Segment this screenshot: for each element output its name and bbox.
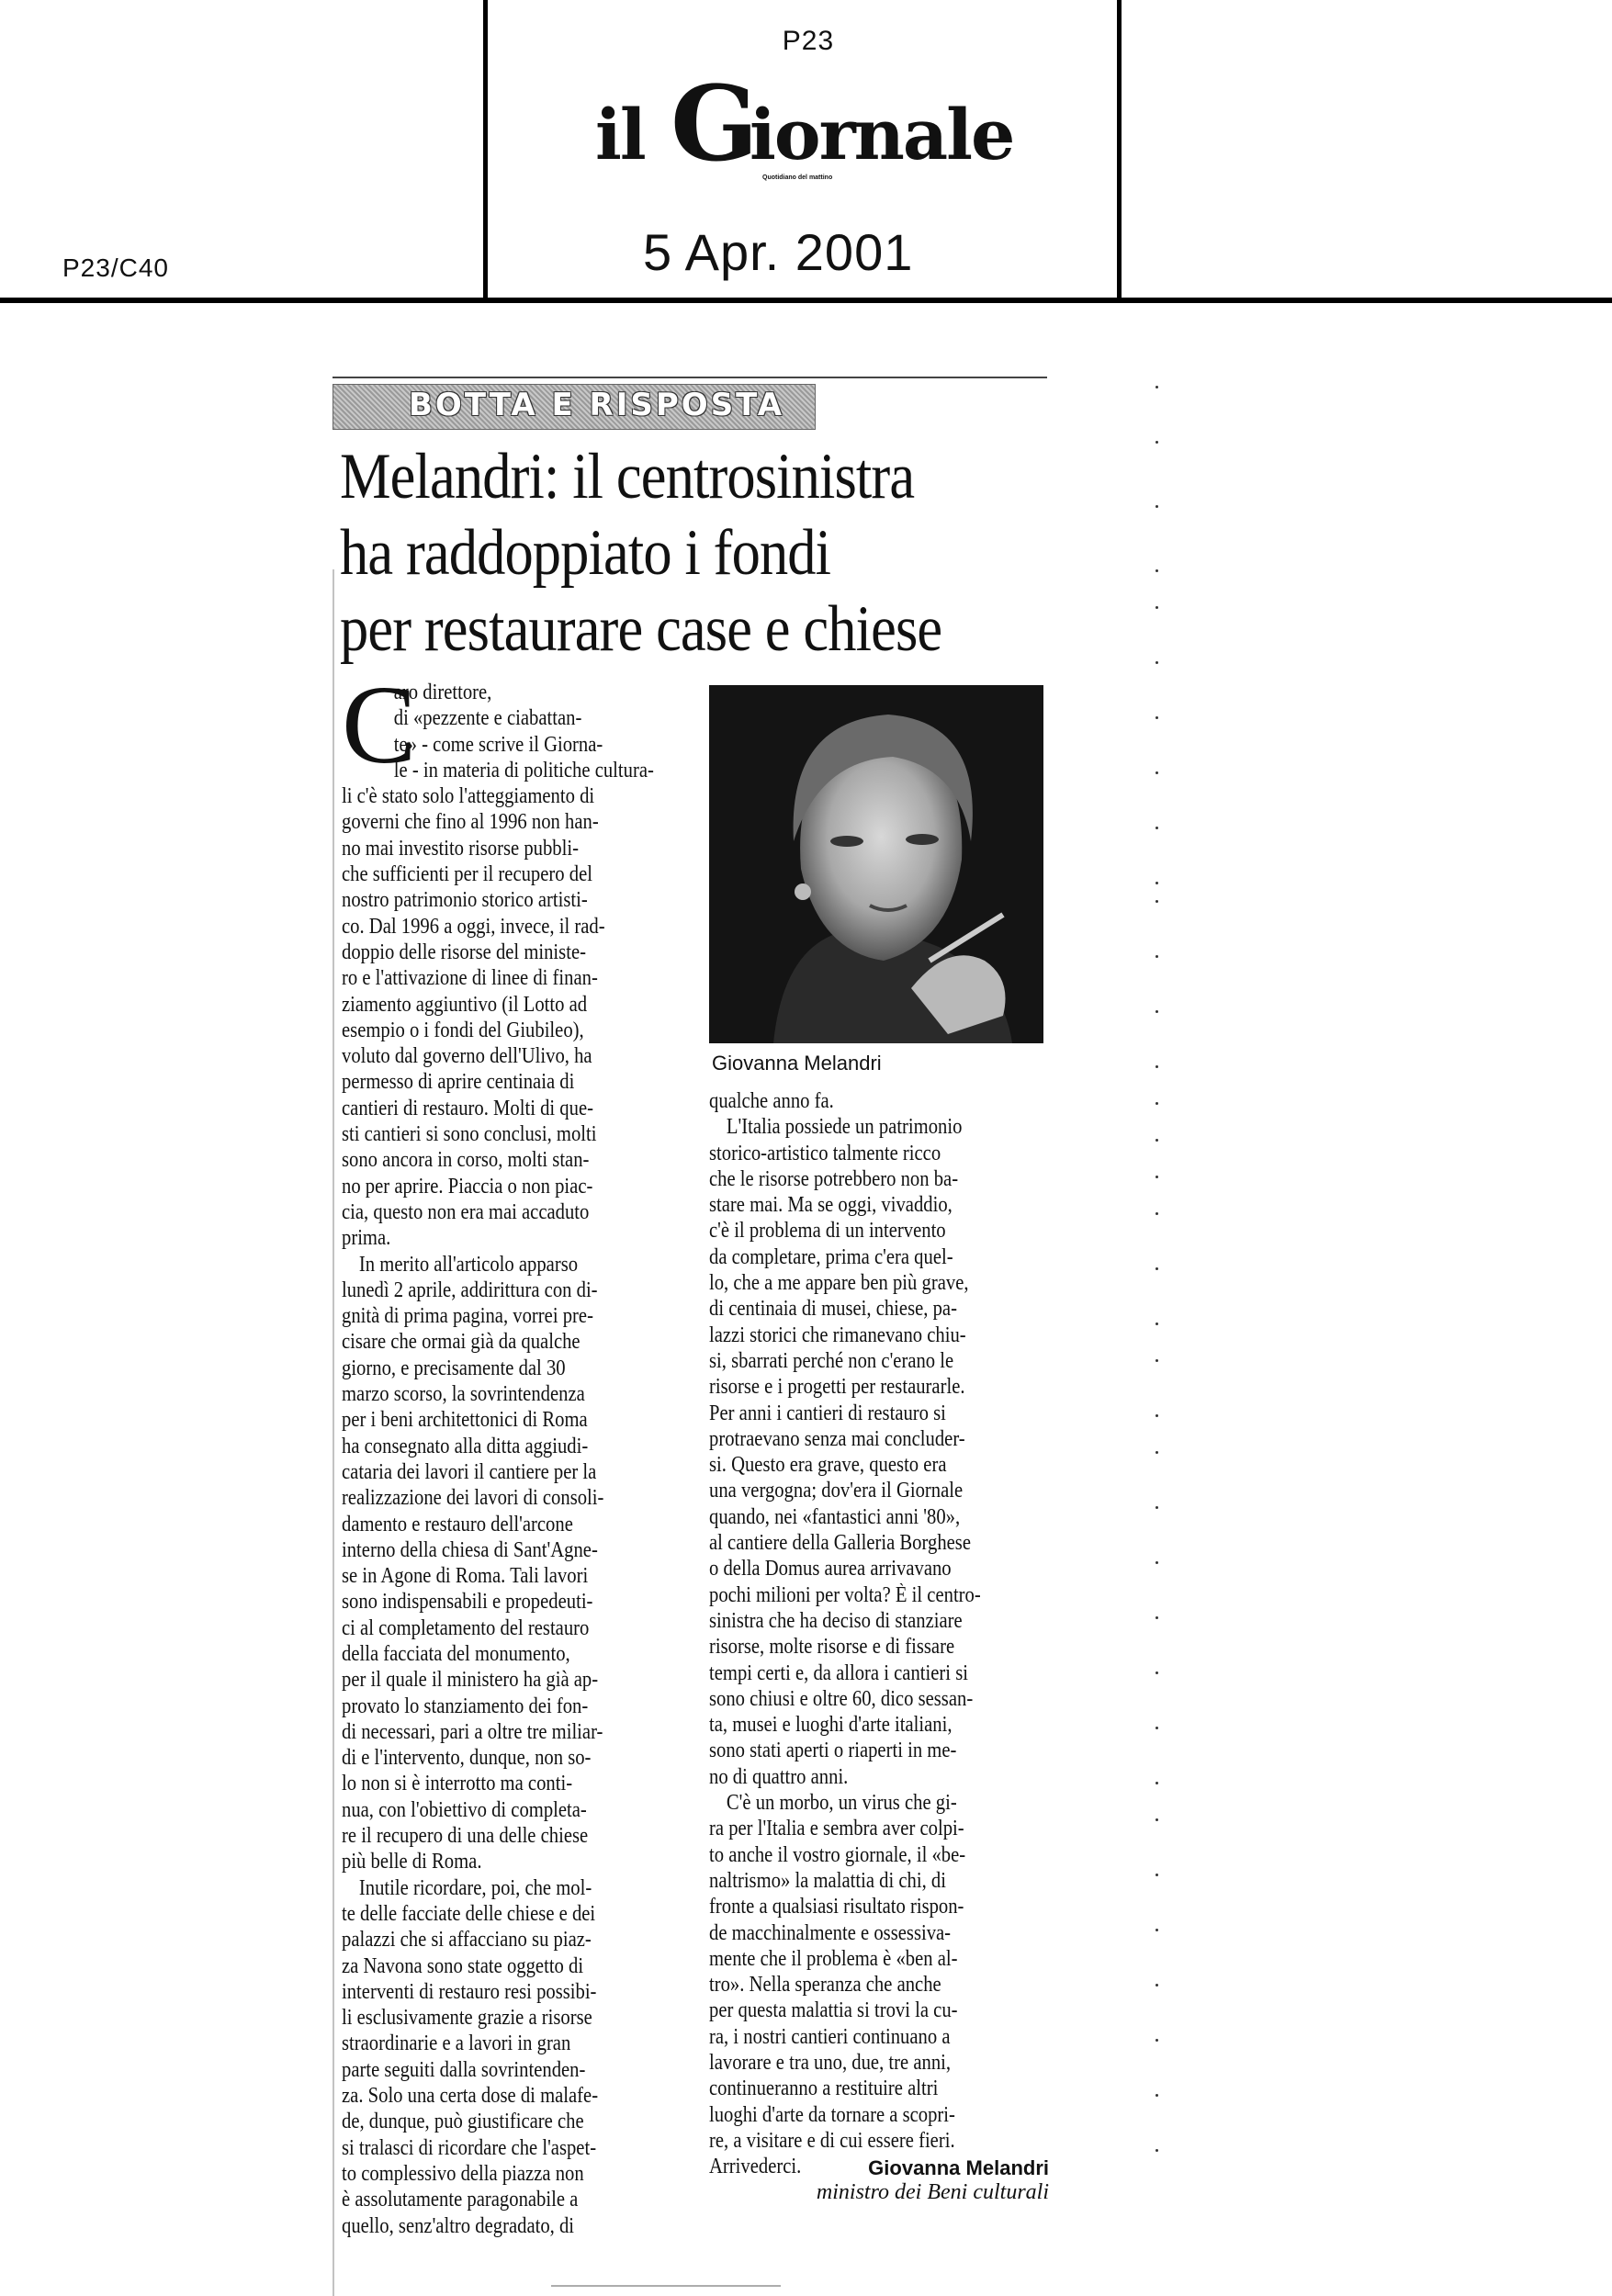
text-line: no di quattro anni. <box>709 1764 849 1789</box>
speck <box>1155 1727 1158 1729</box>
speck <box>1155 827 1158 829</box>
text-line: no mai investito risorse pubbli- <box>342 836 579 861</box>
bottom-rule <box>551 2285 781 2287</box>
text-line: lunedì 2 aprile, addirittura con di- <box>342 1277 598 1302</box>
headline-line: per restaurare case e chiese <box>340 593 942 665</box>
text-line: ha consegnato alla ditta aggiudi- <box>342 1434 589 1458</box>
reference-code: P23/C40 <box>62 253 169 282</box>
speck <box>1155 882 1158 884</box>
text-line: per il quale il ministero ha già ap- <box>342 1668 599 1693</box>
speck <box>1155 1322 1158 1325</box>
speck <box>1155 1212 1158 1215</box>
text-line: sono indispensabili e propedeuti- <box>342 1590 593 1615</box>
text-line: za Navona sono state oggetto di <box>342 1953 584 1978</box>
text-line: una vergogna; dov'era il Giornale <box>709 1479 964 1503</box>
text-line: parte seguiti dalla sovrintenden- <box>342 2057 586 2082</box>
text-line: re il recupero di una delle chiese <box>342 1824 589 1849</box>
text-line: cia, questo non era mai accaduto <box>342 1199 590 1224</box>
speck <box>1155 1929 1158 1931</box>
speck <box>1155 1359 1158 1362</box>
text-line: cataria dei lavori il cantiere per la <box>342 1459 597 1484</box>
masthead-tagline: Quotidiano del mattino <box>762 174 833 181</box>
text-line: quando, nei «fantastici anni '80», <box>709 1504 961 1529</box>
article-column-1 <box>342 663 709 2239</box>
text-line: cisare che ormai già da qualche <box>342 1330 581 1355</box>
speck <box>1155 1139 1158 1142</box>
text-line: voluto dal governo dell'Ulivo, ha <box>342 1044 592 1069</box>
speck <box>1155 955 1158 958</box>
text-line: si, sbarrati perché non c'erano le <box>709 1348 954 1373</box>
headline-line: Melandri: il centrosinistra <box>340 441 915 512</box>
text-line: re, a visitare e di cui essere fieri. <box>709 2128 955 2153</box>
portrait-photo <box>709 685 1043 1043</box>
text-line: te delle facciate delle chiese e dei <box>342 1901 596 1926</box>
speck <box>1155 2094 1158 2097</box>
speck <box>1155 2149 1158 2152</box>
photo-caption: Giovanna Melandri <box>712 1052 882 1075</box>
text-line: ra, i nostri cantieri continuano a <box>709 2024 951 2049</box>
text-line: de macchinalmente e ossessiva- <box>709 1920 952 1945</box>
text-line: sono ancora in corso, molti stan- <box>342 1148 590 1173</box>
text-line: to complessivo della piazza non <box>342 2161 584 2186</box>
text-line: li c'è stato solo l'atteggiamento di <box>342 784 595 809</box>
text-line: Inutile ricordare, poi, che mol- <box>358 1875 592 1900</box>
text-line: aro direttore, <box>393 681 492 704</box>
text-line: che le risorse potrebbero non ba- <box>709 1166 959 1191</box>
text-line: esempio o i fondi del Giubileo), <box>342 1018 584 1042</box>
text-line: risorse e i progetti per restaurarle. <box>709 1375 965 1400</box>
speck <box>1155 1414 1158 1417</box>
text-line: è assolutamente paragonabile a <box>342 2188 579 2212</box>
speck <box>1155 2039 1158 2042</box>
text-line: sinistra che ha deciso di stanziare <box>709 1608 963 1633</box>
text-line: storico-artistico talmente ricco <box>709 1141 941 1165</box>
text-line: C'è un morbo, un virus che gi- <box>726 1791 957 1816</box>
text-line: za. Solo una certa dose di malafe- <box>342 2084 599 2109</box>
speck <box>1155 716 1158 719</box>
text-line: tempi certi e, da allora i cantieri si <box>709 1660 968 1685</box>
speck <box>1155 569 1158 572</box>
text-line: quello, senz'altro degradato, di <box>342 2213 575 2238</box>
text-line: o della Domus aurea arrivavano <box>709 1557 952 1581</box>
header-divider-left <box>483 0 488 299</box>
speck <box>1155 1874 1158 1876</box>
speck <box>1155 1984 1158 1986</box>
text-line: lazzi storici che rimanevano chiu- <box>709 1322 966 1347</box>
text-line: doppio delle risorse del ministe- <box>342 940 586 964</box>
text-line: si tralasci di ricordare che l'aspet- <box>342 2135 597 2160</box>
text-line: di e l'intervento, dunque, non so- <box>342 1746 592 1771</box>
publication-date: 5 Apr. 2001 <box>643 223 914 281</box>
text-line: al cantiere della Galleria Borghese <box>709 1531 972 1556</box>
speck <box>1155 661 1158 664</box>
column-edge-mark <box>333 569 334 2296</box>
section-kicker <box>333 384 816 430</box>
drop-cap: C <box>342 663 417 787</box>
text-line: provato lo stanziamento dei fon- <box>342 1694 589 1718</box>
text-line: nostro patrimonio storico artisti- <box>342 888 588 913</box>
portrait-image <box>709 685 1043 1043</box>
speck <box>1155 1451 1158 1454</box>
speck <box>1155 441 1158 444</box>
text-line: mente che il problema è «ben al- <box>709 1946 958 1971</box>
text-line: di centinaia di musei, chiese, pa- <box>709 1297 957 1322</box>
speck <box>1155 1102 1158 1105</box>
text-line: sti cantieri si sono conclusi, molti <box>342 1122 597 1147</box>
speck <box>1155 1506 1158 1509</box>
text-line: sono chiusi e oltre 60, dico sessan- <box>709 1686 974 1711</box>
speck <box>1155 1818 1158 1821</box>
text-line: no per aprire. Piaccia o non piac- <box>342 1174 593 1199</box>
text-line: palazzi che si affacciano su piaz- <box>342 1928 592 1953</box>
text-line: prima. <box>342 1226 391 1251</box>
speck <box>1155 1616 1158 1619</box>
header-divider-right <box>1117 0 1122 299</box>
text-line: continueranno a restituire altri <box>709 2077 939 2101</box>
speck <box>1155 1782 1158 1784</box>
text-line: si. Questo era grave, questo era <box>709 1453 947 1478</box>
page-code: P23 <box>782 26 835 56</box>
speck <box>1155 1176 1158 1178</box>
author-role: ministro dei Beni culturali <box>816 2180 1049 2204</box>
text-line: lo non si è interrotto ma conti- <box>342 1772 573 1796</box>
text-line: damento e restauro dell'arcone <box>342 1512 573 1536</box>
text-line: te» - come scrive il Giorna- <box>393 732 603 757</box>
text-line: Per anni i cantieri di restauro si <box>709 1401 946 1425</box>
header-rule <box>0 298 1612 303</box>
text-line: L'Italia possiede un patrimonio <box>726 1115 963 1140</box>
text-line: lavorare e tra uno, due, tre anni, <box>709 2050 952 2075</box>
text-line: giorno, e precisamente dal 30 <box>342 1356 566 1380</box>
text-line: che sufficienti per il recupero del <box>342 862 592 887</box>
headline-line: ha raddoppiato i fondi <box>340 517 831 589</box>
speck <box>1155 1010 1158 1013</box>
text-line: luoghi d'arte da tornare a scopri- <box>709 2102 955 2127</box>
newspaper-masthead <box>595 64 1018 185</box>
text-line: se in Agone di Roma. Tali lavori <box>342 1564 589 1589</box>
article-headline <box>340 439 1075 668</box>
text-line: straordinarie e a lavori in gran <box>342 2032 571 2056</box>
text-line: per i beni architettonici di Roma <box>342 1408 588 1433</box>
speck <box>1155 900 1158 903</box>
text-line: governi che fino al 1996 non han- <box>342 810 599 835</box>
text-line: da completare, prima c'era quel- <box>709 1244 953 1269</box>
text-line: realizzazione dei lavori di consoli- <box>342 1486 604 1511</box>
clipping-header <box>0 0 1612 303</box>
text-line: le - in materia di politiche cultura- <box>393 758 654 782</box>
speck <box>1155 1065 1158 1068</box>
text-line: li esclusivamente grazie a risorse <box>342 2006 592 2031</box>
text-line: ra per l'Italia e sembra aver colpi- <box>709 1817 964 1841</box>
text-line: naltrismo» la malattia di chi, di <box>709 1868 946 1893</box>
kicker-rule <box>333 377 1047 378</box>
text-line: per questa malattia si trovi la cu- <box>709 1998 958 2023</box>
text-line: più belle di Roma. <box>342 1850 482 1874</box>
masthead-article: il <box>595 94 645 175</box>
text-line: lo, che a me appare ben più grave, <box>709 1271 969 1296</box>
text-line: Arrivederci. <box>709 2155 802 2179</box>
text-line: In merito all'articolo apparso <box>358 1252 579 1277</box>
scan-margin-specks <box>1155 386 1159 2186</box>
text-line: nua, con l'obiettivo di completa- <box>342 1797 587 1822</box>
speck <box>1155 1267 1158 1270</box>
text-line: sono stati aperti o riaperti in me- <box>709 1739 957 1763</box>
text-line: fronte a qualsiasi risultato rispon- <box>709 1895 964 1919</box>
masthead-initial: G <box>671 64 759 185</box>
author-signature: Giovanna Melandri <box>868 2156 1049 2179</box>
text-line: marzo scorso, la sovrintendenza <box>342 1382 585 1407</box>
speck <box>1155 606 1158 609</box>
text-line: qualche anno fa. <box>709 1089 834 1113</box>
text-line: permesso di aprire centinaia di <box>342 1070 575 1095</box>
text-line: ta, musei e luoghi d'arte italiani, <box>709 1713 953 1738</box>
masthead-name: iornale <box>750 94 1014 175</box>
text-line: di necessari, pari a oltre tre miliar- <box>342 1719 603 1744</box>
text-line: interno della chiesa di Sant'Agne- <box>342 1537 598 1562</box>
speck <box>1155 771 1158 774</box>
kicker-label: BOTTA E RISPOSTA <box>409 387 785 423</box>
speck <box>1155 1671 1158 1674</box>
text-line: della facciata del monumento, <box>342 1641 570 1666</box>
text-line: interventi di restauro resi possibi- <box>342 1979 597 2004</box>
text-line: ziamento aggiuntivo (il Lotto ad <box>342 992 588 1017</box>
text-line: ci al completamento del restauro <box>342 1615 590 1640</box>
text-line: pochi milioni per volta? È il centro- <box>709 1582 981 1607</box>
text-line: tro». Nella speranza che anche <box>709 1973 941 1998</box>
text-line: ro e l'attivazione di linee di finan- <box>342 966 598 991</box>
text-line: protraevano senza mai concluder- <box>709 1426 965 1451</box>
text-line: cantieri di restauro. Molti di que- <box>342 1096 593 1120</box>
text-line: de, dunque, può giustificare che <box>342 2110 584 2134</box>
text-line: risorse, molte risorse e di fissare <box>709 1635 955 1660</box>
text-line: to anche il vostro giornale, il «be- <box>709 1842 966 1867</box>
text-line: di «pezzente e ciabattan- <box>393 706 582 731</box>
text-line: gnità di prima pagina, vorrei pre- <box>342 1304 593 1329</box>
text-line: stare mai. Ma se oggi, vivaddio, <box>709 1193 953 1218</box>
text-line: co. Dal 1996 a oggi, invece, il rad- <box>342 914 605 939</box>
speck <box>1155 505 1158 508</box>
text-line: c'è il problema di un intervento <box>709 1219 946 1244</box>
article-column-2 <box>709 1088 1049 2179</box>
speck <box>1155 386 1158 388</box>
speck <box>1155 1561 1158 1564</box>
